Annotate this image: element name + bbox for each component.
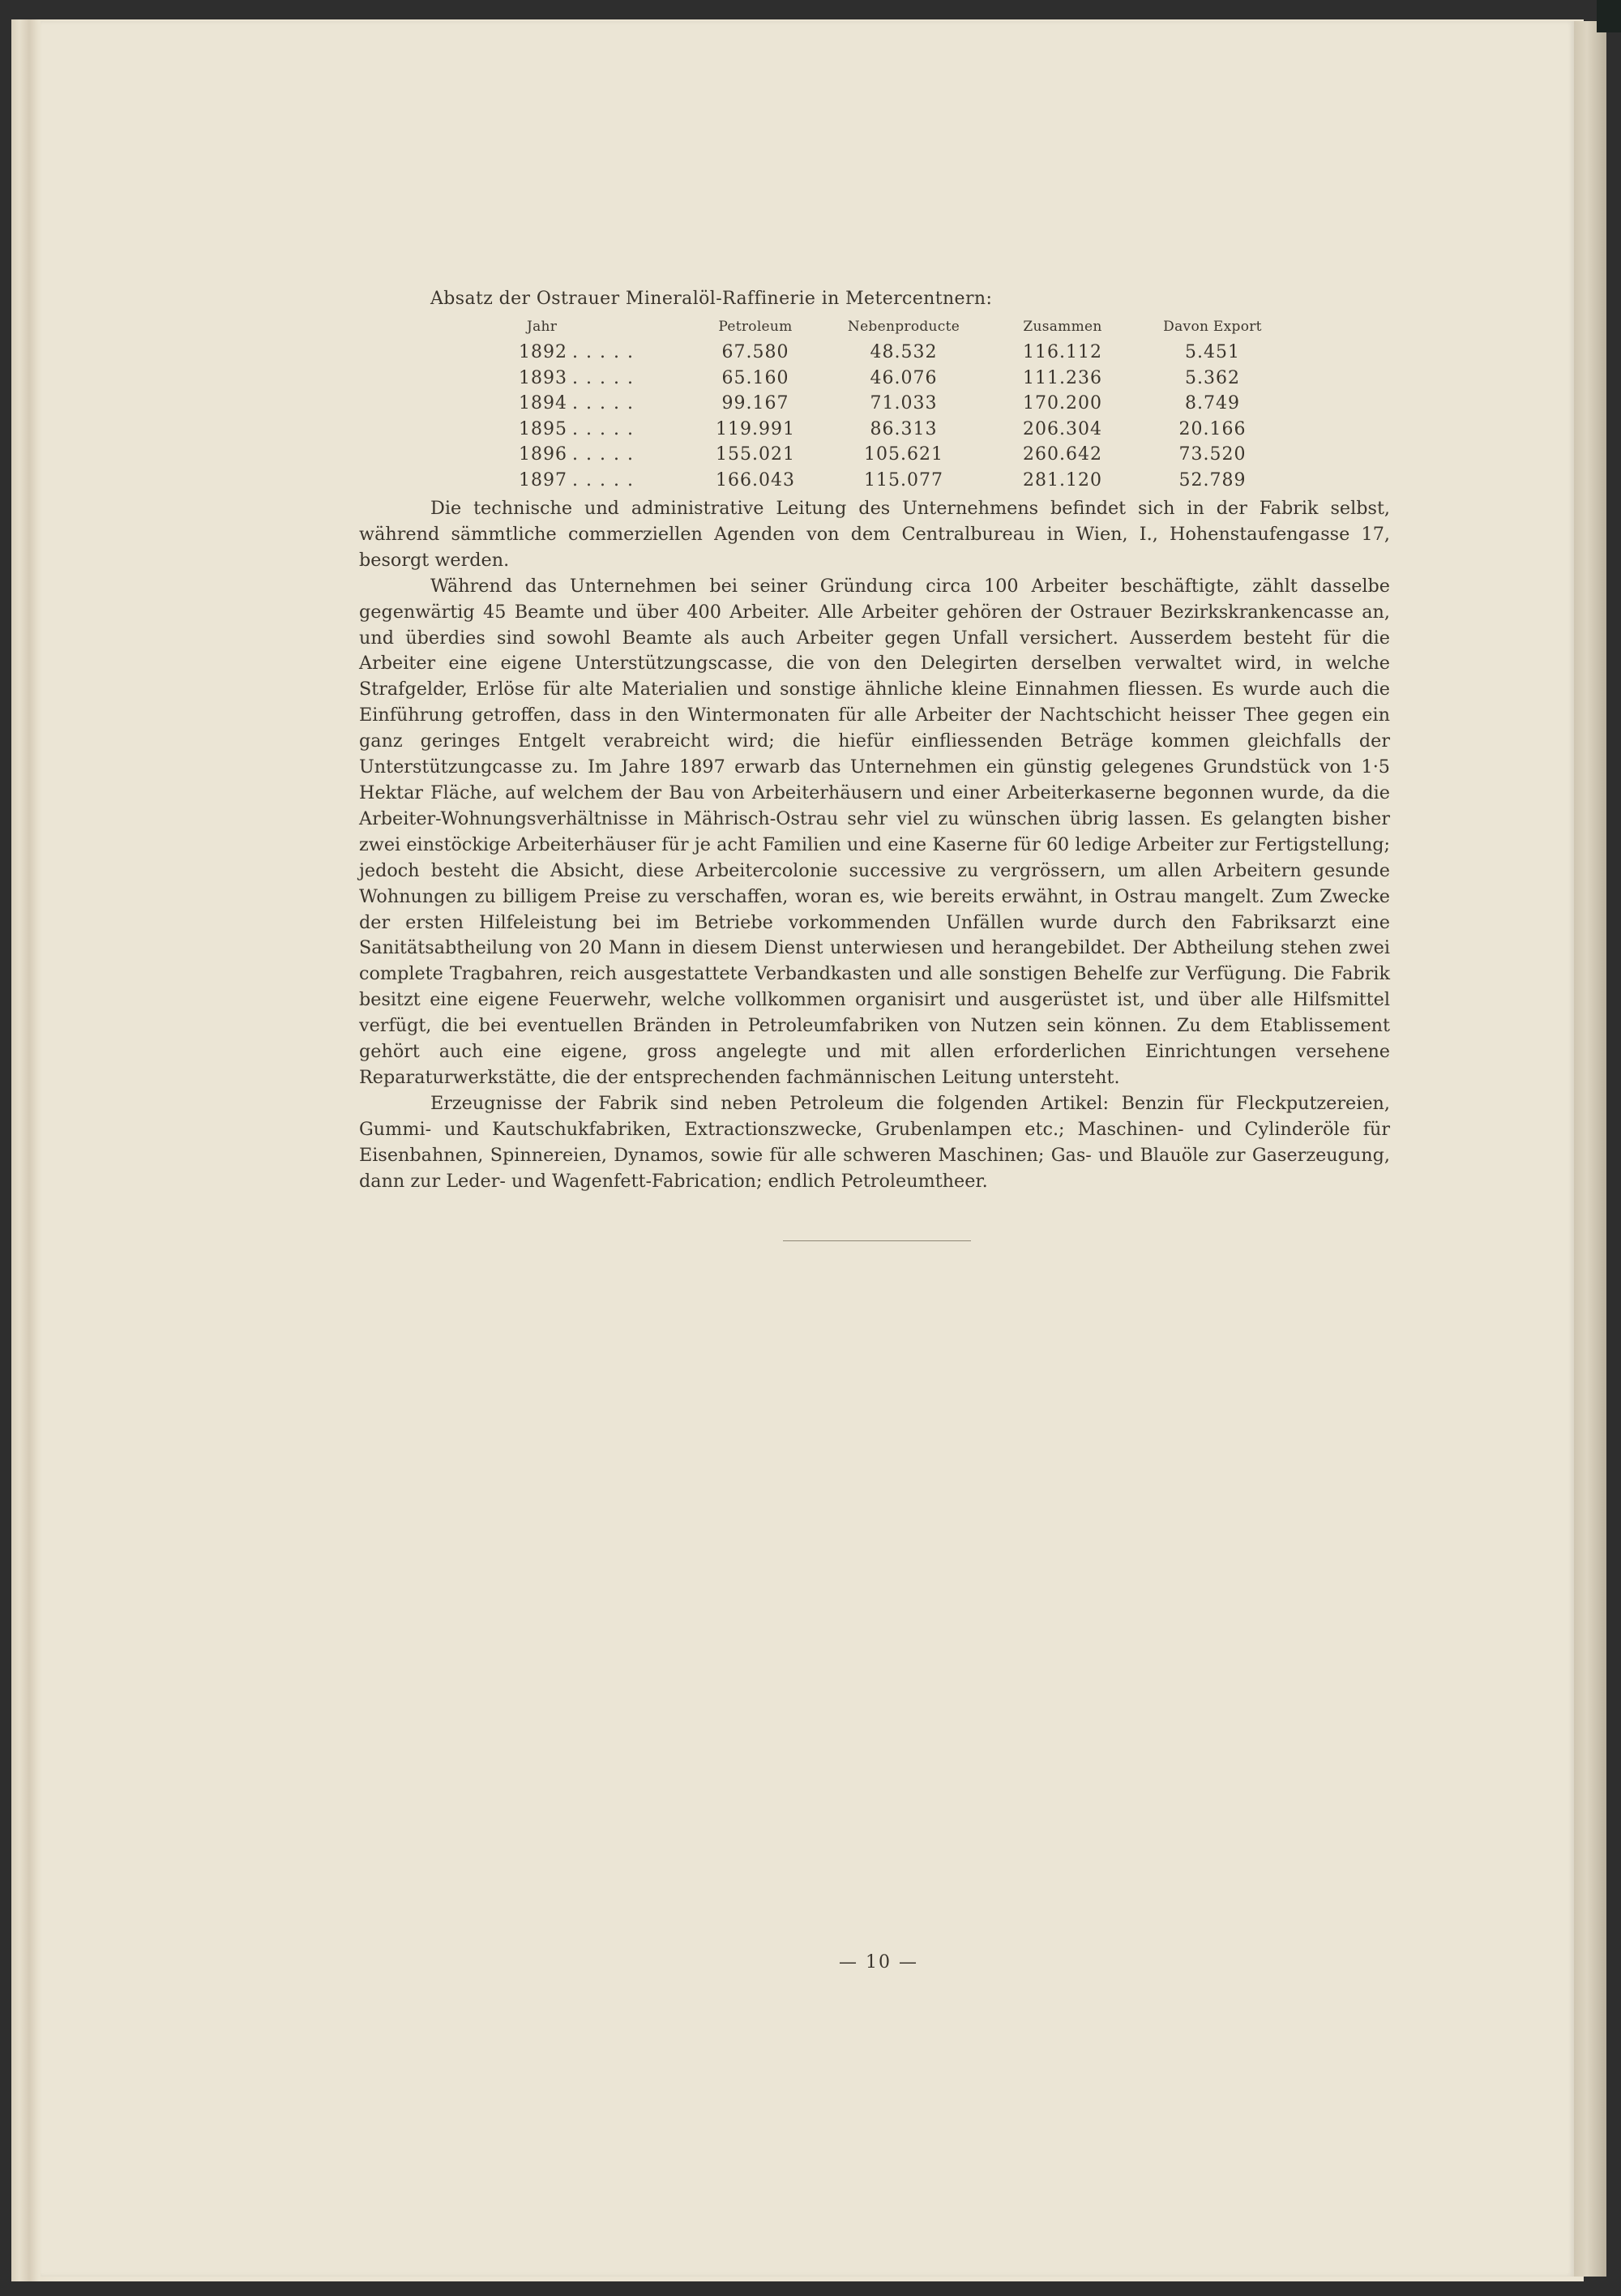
facing-page-edge xyxy=(1574,21,1606,2277)
cell-nebenproducte: 46.076 xyxy=(870,367,938,388)
sales-table xyxy=(519,319,1290,493)
table-row xyxy=(519,366,1290,392)
cell-nebenproducte: 86.313 xyxy=(870,418,938,439)
header-zusammen: Zusammen xyxy=(1023,319,1102,335)
cell-year xyxy=(519,442,693,468)
table-caption: Absatz der Ostrauer Mineralöl-Raffinerie in Metercentnern: xyxy=(430,289,993,309)
cell-zusammen: 260.642 xyxy=(1023,444,1102,465)
table-row xyxy=(519,468,1290,494)
cell-petroleum: 155.021 xyxy=(716,444,795,465)
cell-nebenproducte: 115.077 xyxy=(864,469,943,490)
header-export: Davon Export xyxy=(1163,319,1262,335)
cell-export: 52.789 xyxy=(1178,469,1247,490)
cell-export: 20.166 xyxy=(1178,418,1247,439)
cell-year xyxy=(519,366,693,392)
cell-nebenproducte: 105.621 xyxy=(864,444,943,465)
cell-petroleum: 166.043 xyxy=(716,469,795,490)
year-label: 1893 xyxy=(519,367,567,388)
cell-year xyxy=(519,340,693,366)
cell-petroleum: 99.167 xyxy=(721,393,789,414)
paragraph: Die technische und administrative Leitung des Unternehmens befindet sich in der Fabrik selbst, während sämmtliche commerziellen Agenden von dem Centralbureau in Wien, I., Hohenstaufengasse 17, besorgt werden. xyxy=(359,498,1390,571)
table-row xyxy=(519,442,1290,468)
year-label: 1892 xyxy=(519,342,567,363)
scan-corner xyxy=(1597,0,1621,32)
cell-year xyxy=(519,417,693,443)
header-jahr: Jahr xyxy=(527,319,558,335)
cell-zusammen: 281.120 xyxy=(1023,469,1102,490)
cell-export: 73.520 xyxy=(1178,444,1247,465)
table-row xyxy=(519,340,1290,366)
year-label: 1894 xyxy=(519,393,567,414)
table-body xyxy=(519,340,1290,493)
header-nebenproducte: Nebenproducte xyxy=(847,319,960,335)
cell-zusammen: 111.236 xyxy=(1023,367,1102,388)
paragraph: Während das Unternehmen bei seiner Gründung circa 100 Arbeiter beschäftigte, zählt dasselbe gegenwärtig 45 Beamte und über 400 Arbeiter. Alle Arbeiter gehören der Ostrauer Bezirkskrankencasse an, und überdies sind sowohl Beamte als auch Arbeiter gegen Unfall versichert. Ausserdem besteht für die Arbeiter eine eigene Unterstützungscasse, die von den Delegirten derselben verwaltet wird, in welche Strafgelder, Erlöse für alte Materialien und sonstige ähnliche kleine Einnahmen fliessen. Es wurde auch die Einführung getroffen, dass in den Wintermonaten für alle Arbeiter der Nachtschicht heisser Thee gegen ein ganz geringes Entgelt verabreicht wird; die hiefür einfliessenden Beträge kommen gleichfalls der Unterstützungcasse zu. Im Jahre 1897 erwarb das Unternehmen ein günstig gelegenes Grundstück von 1·5 Hektar Fläche, auf welchem der Bau von Arbeiterhäusern und einer Arbeiterkaserne begonnen wurde, da die Arbeiter-Wohnungsverhältnisse in Mährisch-Ostrau sehr viel zu wünschen übrig lassen. Es gelangten bisher zwei einstöckige Arbeiterhäuser für je acht Familien und eine Kaserne für 60 ledige Arbeiter zur Fertigstellung; jedoch besteht die Absicht, diese Arbeitercolonie successive zu vergrössern, um allen Arbeitern gesunde Wohnungen zu billigem Preise zu verschaffen, woran es, wie bereits erwähnt, in Ostrau mangelt. Zum Zwecke der ersten Hilfeleistung bei im Betriebe vorkommenden Unfällen wurde durch den Fabriksarzt eine Sanitätsabtheilung von 20 Mann in diesem Dienst unterwiesen und herangebildet. Der Abtheilung stehen zwei complete Tragbahren, reich ausgestattete Verbandkasten und alle sonstigen Behelfe zur Verfügung. Die Fabrik besitzt eine eigene Feuerwehr, welche vollkommen organisirt und ausgerüstet ist, und über alle Hilfsmittel verfügt, die bei eventuellen Bränden in Petroleumfabriken von Nutzen sein können. Zu dem Etablissement gehört auch eine eigene, gross angelegte und mit allen erforderlichen Einrichtungen versehene Reparaturwerkstätte, die der entsprechenden fachmännischen Leitung untersteht. xyxy=(359,575,1390,1088)
body-text xyxy=(359,496,1390,1194)
cell-zusammen: 206.304 xyxy=(1023,418,1102,439)
leader-dots: ..... xyxy=(572,342,641,363)
cell-export: 5.451 xyxy=(1185,342,1240,363)
paragraph: Erzeugnisse der Fabrik sind neben Petroleum die folgenden Artikel: Benzin für Fleckputzereien, Gummi- und Kautschukfabriken, Extractionszwecke, Grubenlampen etc.; Maschinen- und Cylinderöle für Eisenbahnen, Spinnereien, Dynamos, sowie für alle schweren Maschinen; Gas- und Blauöle zur Gaserzeugung, dann zur Leder- und Wagenfett-Fabrication; endlich Petroleumtheer. xyxy=(359,1092,1390,1192)
cell-petroleum: 119.991 xyxy=(716,418,795,439)
cell-nebenproducte: 48.532 xyxy=(870,342,938,363)
year-label: 1897 xyxy=(519,469,567,490)
cell-petroleum: 67.580 xyxy=(721,342,789,363)
cell-export: 8.749 xyxy=(1185,393,1240,414)
leader-dots: ..... xyxy=(572,418,641,439)
leader-dots: ..... xyxy=(572,444,641,465)
cell-nebenproducte: 71.033 xyxy=(870,393,938,414)
cell-zusammen: 170.200 xyxy=(1023,393,1102,414)
table-header-row xyxy=(519,319,1290,340)
table-row xyxy=(519,417,1290,443)
page-number: — 10 — xyxy=(839,1952,918,1973)
header-petroleum: Petroleum xyxy=(718,319,793,335)
year-label: 1896 xyxy=(519,444,567,465)
table-row xyxy=(519,391,1290,417)
section-rule xyxy=(783,1240,971,1241)
cell-year xyxy=(519,391,693,417)
cell-petroleum: 65.160 xyxy=(721,367,789,388)
cell-year xyxy=(519,468,693,494)
leader-dots: ..... xyxy=(572,469,641,490)
year-label: 1895 xyxy=(519,418,567,439)
leader-dots: ..... xyxy=(572,393,641,414)
leader-dots: ..... xyxy=(572,367,641,388)
cell-zusammen: 116.112 xyxy=(1023,342,1102,363)
cell-export: 5.362 xyxy=(1185,367,1240,388)
